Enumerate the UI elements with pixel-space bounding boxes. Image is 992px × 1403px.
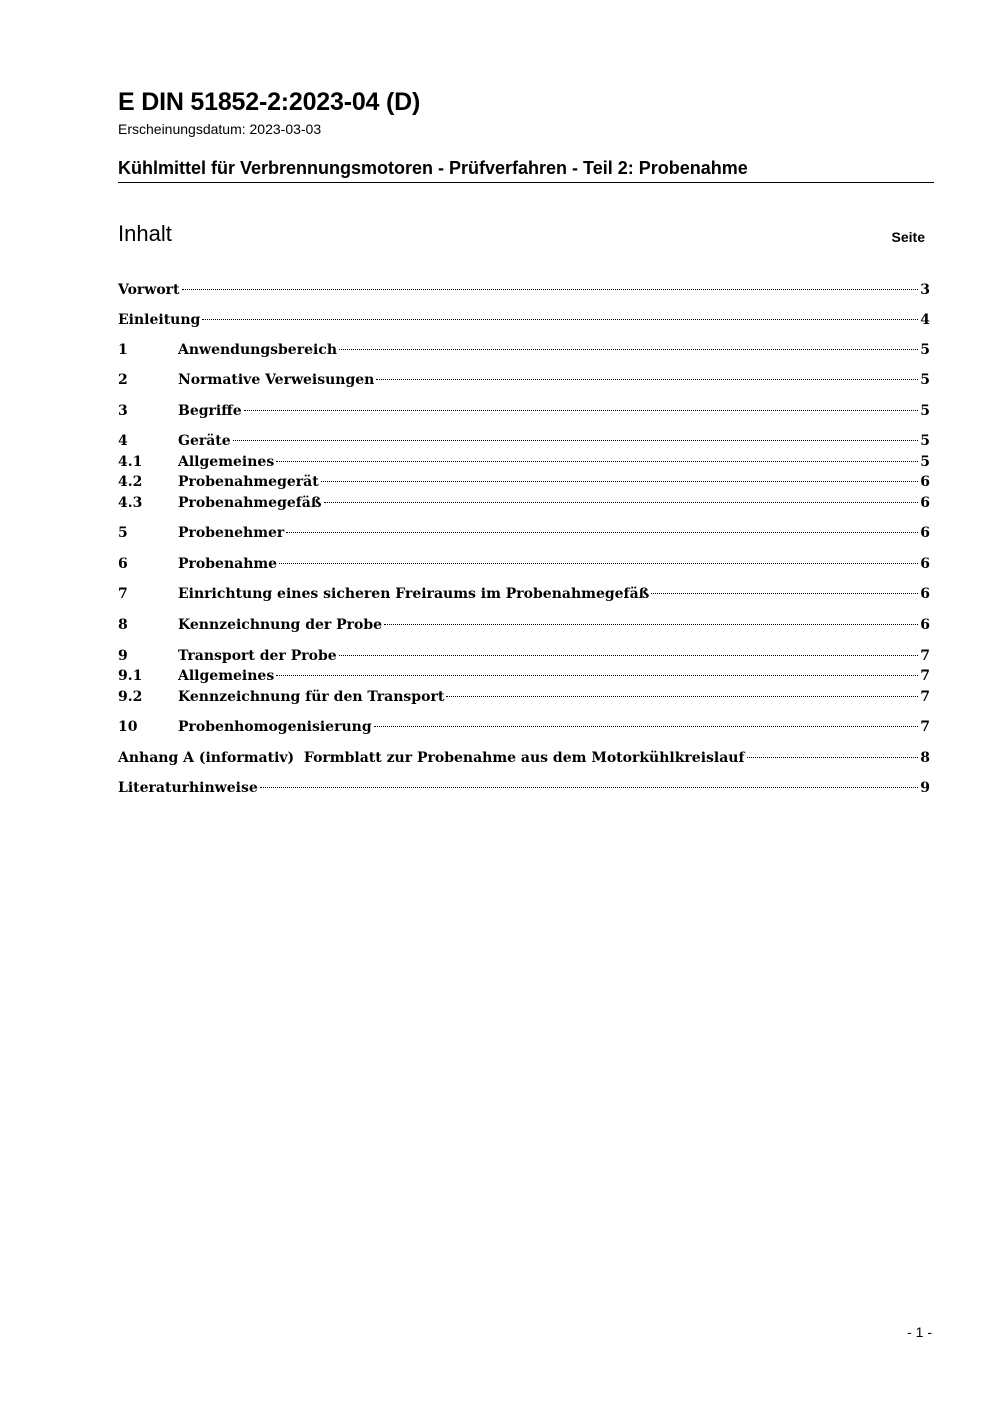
toc-entry-page: 7 — [920, 668, 930, 684]
toc-entry-label: Transport der Probe — [178, 648, 337, 664]
toc-entry-label: Vorwort — [118, 282, 180, 298]
toc-leader-dots — [279, 563, 918, 564]
publication-date: Erscheinungsdatum: 2023-03-03 — [118, 121, 322, 137]
toc-entry-number: 7 — [118, 586, 128, 602]
toc-entry-page: 9 — [920, 780, 930, 796]
toc-heading: Inhalt — [118, 221, 172, 246]
toc-leader-dots — [276, 675, 918, 676]
toc-entry-number: 2 — [118, 372, 128, 388]
toc-entry-number: 5 — [118, 525, 128, 541]
toc-entry-number: 9 — [118, 648, 128, 664]
toc-entry-section-4-2[interactable] — [118, 472, 930, 492]
toc-entry-label: Kennzeichnung der Probe — [178, 617, 383, 633]
toc-entry-label: Allgemeines — [178, 668, 275, 684]
toc-entry-number: 9.2 — [118, 689, 143, 705]
toc-entry-section-4[interactable] — [118, 431, 930, 451]
toc-leader-dots — [747, 757, 919, 758]
toc-entry-label: Probenehmer — [178, 525, 285, 541]
toc-entry-label: Anhang A (informativ) Formblatt zur Probenahme aus dem Motorkühlkreislauf — [118, 750, 745, 766]
toc-entry-label: Probenhomogenisierung — [178, 719, 372, 735]
toc-entry-number: 1 — [118, 342, 128, 358]
toc-entry-section-9-2[interactable] — [118, 687, 930, 707]
toc-entry-number: 4 — [118, 433, 128, 449]
toc-entry-page: 3 — [920, 282, 930, 298]
toc-entry-page: 7 — [920, 689, 930, 705]
toc-entry-page: 5 — [920, 454, 930, 470]
toc-entry-page: 4 — [920, 312, 930, 328]
toc-entry-page: 7 — [920, 719, 930, 735]
toc-leader-dots — [324, 502, 919, 503]
toc-leader-dots — [446, 696, 918, 697]
toc-entry-page: 5 — [920, 403, 930, 419]
toc-leader-dots — [384, 624, 918, 625]
toc-leader-dots — [276, 461, 918, 462]
page-number: - 1 - — [907, 1324, 932, 1340]
toc-entry-section-4-1[interactable] — [118, 452, 930, 472]
toc-entry-section-9[interactable] — [118, 646, 930, 666]
toc-entry-number: 4.2 — [118, 474, 143, 490]
toc-entry-section-2[interactable] — [118, 370, 930, 390]
document-title: Kühlmittel für Verbrennungsmotoren - Prüfverfahren - Teil 2: Probenahme — [118, 158, 748, 178]
toc-entry-introduction[interactable] — [118, 310, 930, 330]
toc-entry-bibliography[interactable] — [118, 778, 930, 798]
toc-entry-label: Anwendungsbereich — [178, 342, 337, 358]
toc-entry-label: Literaturhinweise — [118, 780, 258, 796]
toc-leader-dots — [260, 787, 919, 788]
toc-entry-label: Einrichtung eines sicheren Freiraums im Probenahmegefäß — [178, 586, 650, 602]
table-of-contents — [118, 0, 930, 900]
toc-leader-dots — [339, 655, 919, 656]
toc-entry-page: 6 — [920, 586, 930, 602]
toc-entry-section-10[interactable] — [118, 717, 930, 737]
toc-entry-page: 5 — [920, 372, 930, 388]
toc-entry-label: Allgemeines — [178, 454, 275, 470]
toc-entry-section-9-1[interactable] — [118, 666, 930, 686]
toc-entry-label: Kennzeichnung für den Transport — [178, 689, 445, 705]
toc-leader-dots — [286, 532, 918, 533]
toc-entry-number: 10 — [118, 719, 138, 735]
toc-entry-number: 8 — [118, 617, 128, 633]
toc-entry-page: 5 — [920, 342, 930, 358]
toc-entry-label: Begriffe — [178, 403, 242, 419]
toc-leader-dots — [651, 593, 918, 594]
toc-entry-section-6[interactable] — [118, 554, 930, 574]
toc-leader-dots — [339, 349, 918, 350]
toc-entry-section-1[interactable] — [118, 340, 930, 360]
toc-leader-dots — [202, 319, 918, 320]
toc-entry-label: Einleitung — [118, 312, 201, 328]
toc-entry-label: Probenahmegerät — [178, 474, 319, 490]
toc-entry-number: 6 — [118, 556, 128, 572]
document-code: E DIN 51852-2:2023-04 (D) — [118, 88, 421, 116]
toc-entry-page: 7 — [920, 648, 930, 664]
toc-entry-number: 4.3 — [118, 495, 143, 511]
toc-entry-page: 5 — [920, 433, 930, 449]
toc-entry-page: 6 — [920, 525, 930, 541]
toc-entry-number: 9.1 — [118, 668, 143, 684]
toc-entry-label: Normative Verweisungen — [178, 372, 375, 388]
toc-entry-page: 6 — [920, 474, 930, 490]
toc-entry-label: Probenahmegefäß — [178, 495, 322, 511]
toc-entry-section-4-3[interactable] — [118, 493, 930, 513]
toc-entry-page: 6 — [920, 617, 930, 633]
toc-entry-number: 4.1 — [118, 454, 143, 470]
toc-leader-dots — [321, 481, 919, 482]
toc-leader-dots — [376, 379, 918, 380]
toc-entry-foreword[interactable] — [118, 280, 930, 300]
toc-entry-label: Geräte — [178, 433, 231, 449]
toc-entry-number: 3 — [118, 403, 128, 419]
toc-entry-label: Probenahme — [178, 556, 278, 572]
toc-entry-section-7[interactable] — [118, 584, 930, 604]
toc-leader-dots — [233, 440, 919, 441]
toc-entry-section-8[interactable] — [118, 615, 930, 635]
toc-leader-dots — [374, 726, 919, 727]
toc-leader-dots — [244, 410, 919, 411]
toc-page-column-label: Seite — [891, 229, 925, 245]
toc-entry-section-5[interactable] — [118, 523, 930, 543]
toc-entry-page: 6 — [920, 495, 930, 511]
toc-entry-section-3[interactable] — [118, 401, 930, 421]
toc-entry-page: 8 — [920, 750, 930, 766]
toc-entry-annex-a[interactable] — [118, 748, 930, 768]
toc-entry-page: 6 — [920, 556, 930, 572]
toc-leader-dots — [182, 289, 919, 290]
